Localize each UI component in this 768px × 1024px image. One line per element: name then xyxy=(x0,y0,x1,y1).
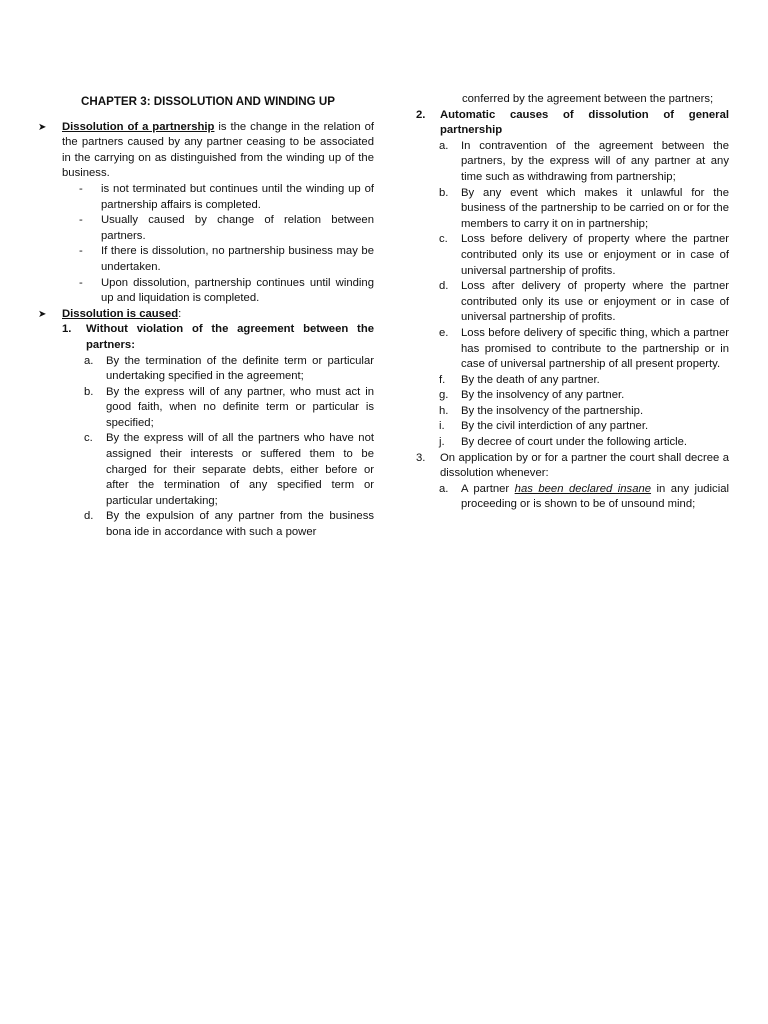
note-item xyxy=(77,182,374,213)
list-item xyxy=(84,431,374,509)
item-marker: a. xyxy=(439,139,449,152)
item-text: By the civil interdiction of any partner. xyxy=(461,420,649,433)
item-marker: e. xyxy=(439,326,449,339)
item-text: By the insolvency of any partner. xyxy=(461,389,625,402)
item-marker: a. xyxy=(84,354,94,367)
section-title: Without violation of the agreement between the partners: xyxy=(86,323,374,351)
item-text: By the termination of the definite term or particular undertaking specified in the agreement; xyxy=(106,354,374,383)
section-2-heading xyxy=(416,108,729,139)
list-item xyxy=(84,354,374,385)
right-column xyxy=(416,92,729,513)
item-marker: a. xyxy=(439,482,449,495)
item-text: By decree of court under the following article. xyxy=(461,436,688,449)
list-item xyxy=(439,326,729,373)
item-marker: b. xyxy=(439,186,449,199)
list-item xyxy=(84,509,374,540)
list-item xyxy=(439,482,729,513)
list-item xyxy=(439,232,729,279)
left-column xyxy=(38,92,374,541)
emphasized-phrase: has been declared insane xyxy=(514,482,652,495)
dash-bullet-icon: - xyxy=(79,276,83,289)
dash-bullet-icon: - xyxy=(79,182,83,195)
section-title: Automatic causes of dissolution of general partnership xyxy=(440,108,729,137)
arrow-bullet-icon: ➤ xyxy=(38,121,47,133)
item-text: Loss before delivery of property where the partner contributed only its use or enjoyment or in case of universal partnership of profits. xyxy=(461,233,729,277)
section-number: 2. xyxy=(416,108,426,121)
section-number: 3. xyxy=(416,451,426,464)
item-text: By the insolvency of the partnership. xyxy=(461,404,644,417)
item-text: By any event which makes it unlawful for the business of the partnership to be carried on or for the members to carry it on in partnership; xyxy=(461,186,729,230)
list-item xyxy=(439,139,729,186)
note-item xyxy=(77,244,374,275)
item-marker: b. xyxy=(84,385,94,398)
item-text: By the expulsion of any partner from the business bona ide in accordance with such a power xyxy=(106,510,374,539)
item-marker: h. xyxy=(439,404,449,417)
item-text: By the express will of all the partners who have not assigned their interests or suffered them to be charged for their separate debts, either before or after the termination of any specified term or particular undertaking; xyxy=(106,432,374,507)
item-marker: c. xyxy=(84,432,93,445)
definition-term: Dissolution of a partnership xyxy=(62,120,215,133)
note-text: If there is dissolution, no partnership business may be undertaken. xyxy=(101,245,374,273)
section-text: On application by or for a partner the court shall decree a dissolution whenever: xyxy=(440,451,729,480)
note-item xyxy=(77,276,374,307)
dash-bullet-icon: - xyxy=(79,245,83,258)
item-marker: d. xyxy=(439,280,449,293)
item-marker: g. xyxy=(439,389,449,402)
causes-heading: Dissolution is caused: xyxy=(62,307,182,320)
list-item xyxy=(439,373,729,389)
list-item xyxy=(439,279,729,326)
dash-bullet-icon: - xyxy=(79,214,83,227)
section-1-heading xyxy=(62,322,374,353)
definition-text xyxy=(62,120,374,182)
list-item xyxy=(439,435,729,451)
causes-heading-block xyxy=(38,307,374,323)
item-text: Loss after delivery of property where the partner contributed only its use or enjoyment or in case of universal partnership of profits. xyxy=(461,280,729,324)
item-marker: j. xyxy=(439,436,445,449)
list-item xyxy=(439,404,729,420)
continued-text: conferred by the agreement between the partners; xyxy=(462,93,714,105)
item-text: Loss before delivery of specific thing, which a partner has promised to contribute to the partnership or in case of universal partnership of all present property. xyxy=(461,326,729,371)
definition-body: is the change in the relation of the partners caused by any partner ceasing to be associated in the carrying on as distinguished from the winding up of the business. xyxy=(62,120,374,180)
definition-block xyxy=(38,120,374,182)
list-item xyxy=(84,385,374,432)
item-text: In contravention of the agreement between the partners, by the express will of any partner at any time such as withdrawing from partnership; xyxy=(461,139,729,183)
note-text: Upon dissolution, partnership continues until winding up and liquidation is completed. xyxy=(101,276,374,305)
note-text: Usually caused by change of relation between partners. xyxy=(101,214,374,242)
list-item xyxy=(439,388,729,404)
item-marker: d. xyxy=(84,510,94,523)
list-item xyxy=(439,186,729,233)
item-text: A partner has been declared insane in any judicial proceeding or is shown to be of unsound mind; xyxy=(461,482,730,511)
note-item xyxy=(77,213,374,244)
item-marker: i. xyxy=(439,420,445,433)
item-marker: c. xyxy=(439,233,448,246)
chapter-title: CHAPTER 3: DISSOLUTION AND WINDING UP xyxy=(81,95,335,108)
arrow-bullet-icon: ➤ xyxy=(38,308,47,320)
item-text: By the express will of any partner, who must act in good faith, when no definite term or particular is specified; xyxy=(106,385,374,429)
section-number: 1. xyxy=(62,323,72,336)
item-text: By the death of any partner. xyxy=(461,373,600,386)
item-marker: f. xyxy=(439,373,446,386)
section-3-heading xyxy=(416,451,729,482)
list-item xyxy=(439,419,729,435)
note-text: is not terminated but continues until the winding up of partnership affairs is completed. xyxy=(101,182,374,211)
